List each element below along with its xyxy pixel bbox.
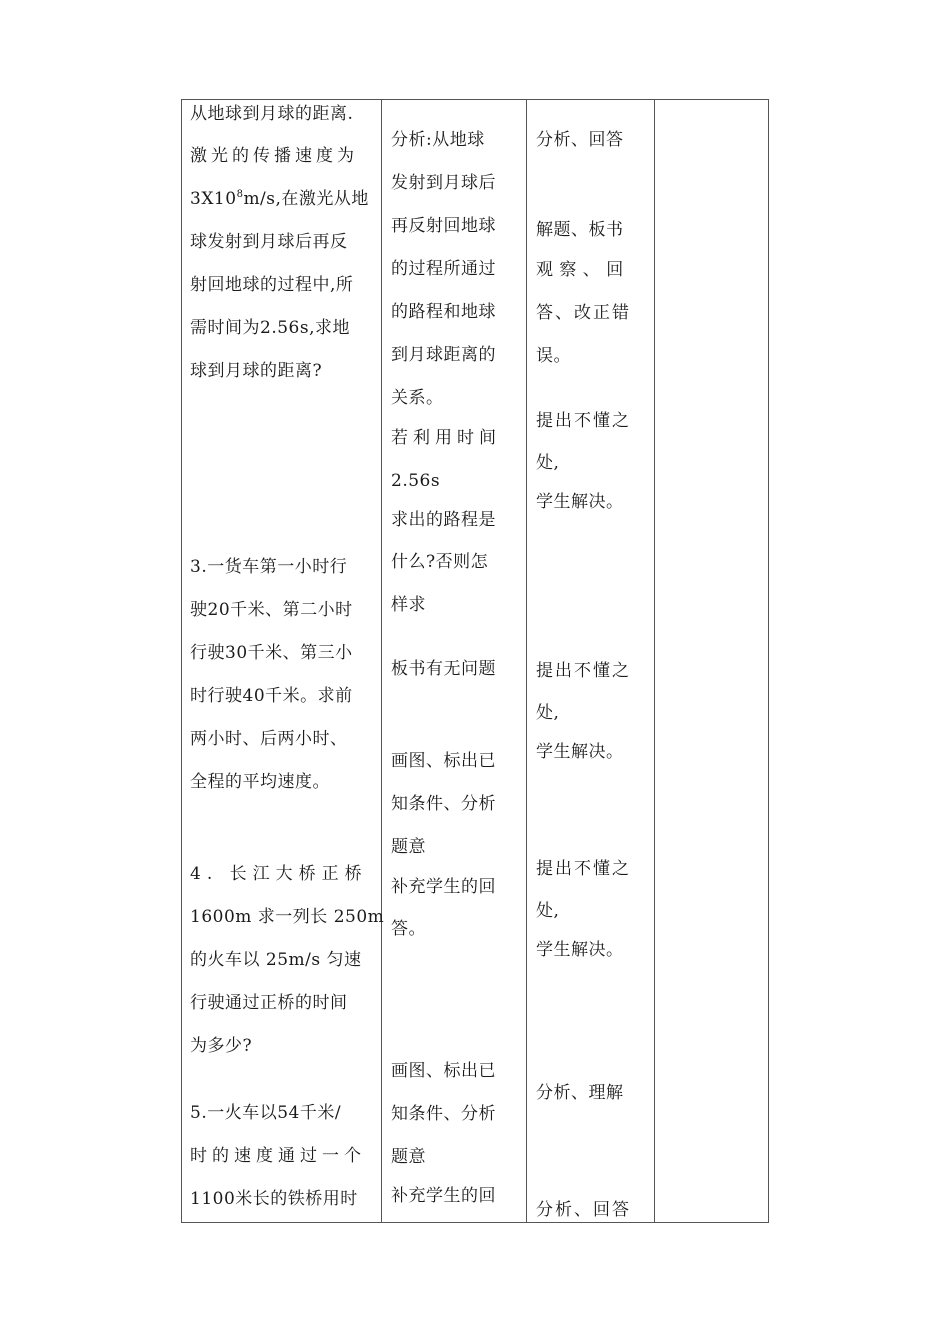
student-text-line: 学生解决。: [536, 492, 624, 512]
student-text-line: 提出不懂之: [536, 411, 631, 431]
problem-column: [182, 100, 385, 1222]
student-text-line: 误。: [536, 346, 571, 366]
problem-text-line: 时行驶40千米。求前: [190, 686, 353, 706]
teacher-text-line: 补充学生的回: [391, 1186, 496, 1206]
student-text-line: 分析、理解: [536, 1083, 624, 1103]
problem-text-line: 3.一货车第一小时行: [190, 557, 348, 577]
problem-text-line: 行驶30千米、第三小: [190, 643, 353, 663]
student-text-line: 分析、回答: [536, 130, 624, 150]
notes-column: [655, 100, 769, 1222]
student-text-line: 观 察 、 回: [536, 260, 624, 280]
teacher-activity-column: [382, 100, 527, 1222]
teacher-text-line: 若利用时间: [391, 428, 501, 448]
teacher-text-line: 补充学生的回: [391, 877, 496, 897]
teacher-text-line: 关系。: [391, 388, 444, 408]
student-text-line: 处,: [536, 453, 560, 473]
teacher-text-line: 到月球距离的: [391, 345, 496, 365]
problem-text-line: 的火车以 25m/s 匀速: [190, 950, 362, 970]
student-text-line: 提出不懂之: [536, 661, 631, 681]
teacher-text-line: 样求: [391, 595, 426, 615]
problem-text-line: 全程的平均速度。: [190, 772, 330, 792]
teacher-text-line: 题意: [391, 1147, 426, 1167]
problem-text-line: 4. 长江大桥正桥: [190, 864, 368, 884]
problem-text-line: 射回地球的过程中,所: [190, 275, 354, 295]
student-text-line: 解题、板书: [536, 220, 624, 240]
teacher-text-line: 求出的路程是: [391, 510, 496, 530]
teacher-text-line: 发射到月球后: [391, 173, 496, 193]
teacher-text-line: 知条件、分析: [391, 794, 496, 814]
teacher-text-line: 的路程和地球: [391, 302, 496, 322]
teacher-text-line: 画图、标出已: [391, 1061, 496, 1081]
problem-text-line: 行驶通过正桥的时间: [190, 993, 348, 1013]
student-text-line: 处,: [536, 703, 560, 723]
problem-text-line: $3X10^8m/s$,在激光从地: [190, 189, 369, 209]
teacher-text-line: 题意: [391, 837, 426, 857]
problem-text-line: 球到月球的距离?: [190, 361, 323, 381]
student-text-line: 学生解决。: [536, 742, 624, 762]
teacher-text-line: 板书有无问题: [391, 659, 496, 679]
teacher-text-line: 答。: [391, 919, 426, 939]
teacher-text-line: 的过程所通过: [391, 259, 496, 279]
problem-text-line: 球发射到月球后再反: [190, 232, 348, 252]
problem-text-line: 激光的传播速度为: [190, 146, 358, 166]
teacher-text-line: 再反射回地球: [391, 216, 496, 236]
problem-text-line: 需时间为2.56s,求地: [190, 318, 350, 338]
problem-text-line: 两小时、后两小时、: [190, 729, 348, 749]
teacher-text-line: 2.56s: [391, 471, 441, 491]
lesson-table: [181, 99, 769, 1223]
problem-text-line: 1600m 求一列长 250m: [190, 907, 385, 927]
problem-text-line: 驶20千米、第二小时: [190, 600, 353, 620]
problem-text-line: 从地球到月球的距离.: [190, 104, 354, 124]
student-text-line: 处,: [536, 901, 560, 921]
student-activity-column: [527, 100, 655, 1222]
teacher-text-line: 分析:从地球: [391, 130, 485, 150]
teacher-text-line: 画图、标出已: [391, 751, 496, 771]
teacher-text-line: 什么?否则怎: [391, 552, 489, 572]
problem-text-line: 1100米长的铁桥用时: [190, 1189, 358, 1209]
student-text-line: 答、改正错: [536, 303, 631, 323]
student-text-line: 提出不懂之: [536, 859, 631, 879]
student-text-line: 分析、回答: [536, 1200, 631, 1220]
problem-text-line: 时的速度通过一个: [190, 1146, 366, 1166]
problem-text-line: 5.一火车以54千米/: [190, 1103, 342, 1123]
teacher-text-line: 知条件、分析: [391, 1104, 496, 1124]
problem-text-line: 为多少?: [190, 1036, 253, 1056]
student-text-line: 学生解决。: [536, 940, 624, 960]
